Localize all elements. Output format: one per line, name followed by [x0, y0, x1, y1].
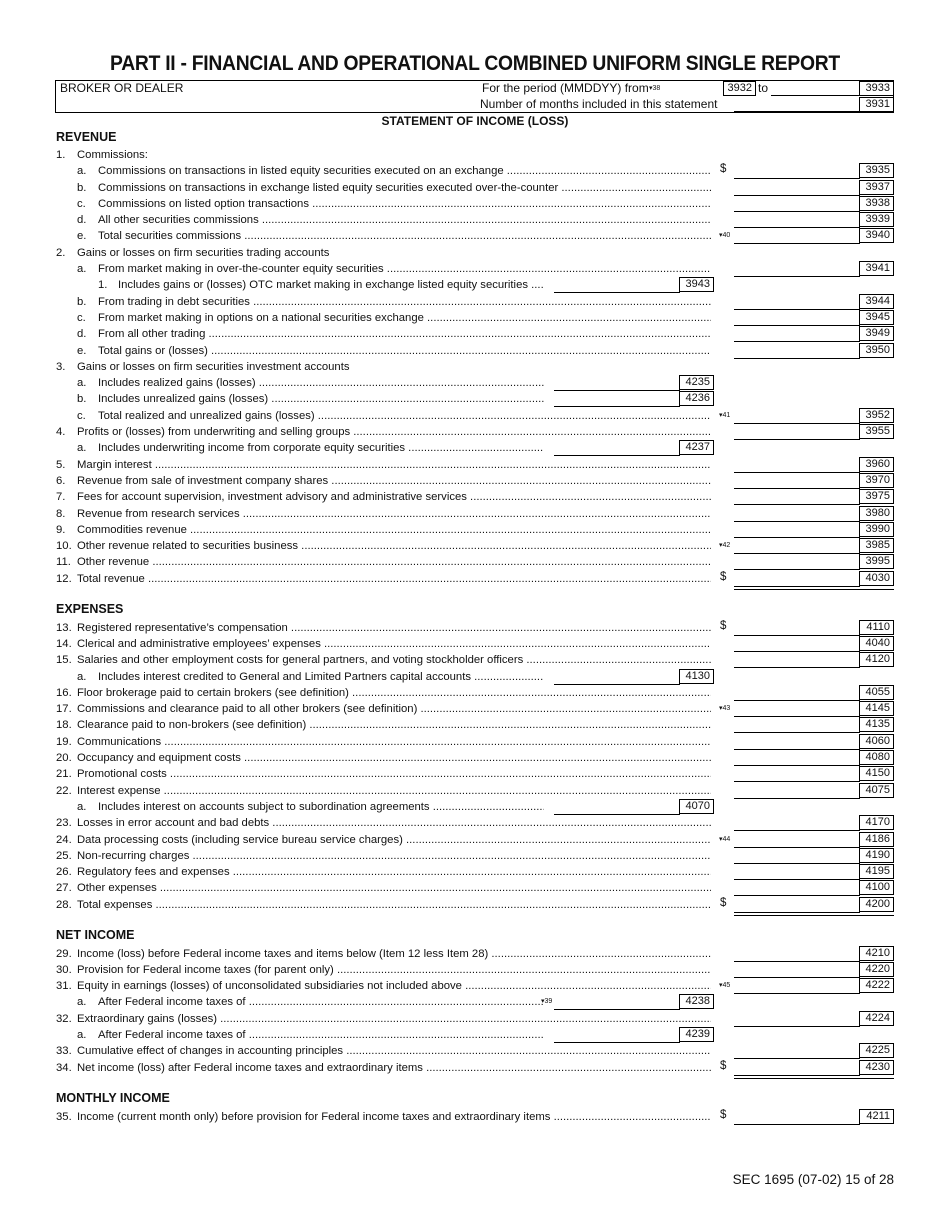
amount-line: [734, 667, 860, 668]
amount-line: [734, 993, 860, 994]
sub-label: b.: [77, 393, 87, 405]
inner-amount-line: [554, 406, 680, 407]
line-r11: [56, 554, 716, 570]
line-r21: [56, 766, 716, 782]
line-r1a: [56, 163, 716, 179]
line-text: Other revenue related to securities business .....: [77, 538, 711, 554]
amount-field-4110[interactable]: 4110: [859, 620, 894, 635]
amount-line: [734, 227, 860, 228]
line-text: Gains or losses on firm securities trading accounts: [77, 247, 330, 259]
line-text: Revenue from research services .....: [77, 506, 711, 522]
line-text: Promotional costs .....: [77, 766, 711, 782]
line-number: 13.: [56, 622, 72, 634]
line-r1c: [56, 196, 716, 212]
line-r12: [56, 571, 716, 587]
line-r4a: [56, 440, 716, 456]
marker-m43: ▾43: [719, 705, 731, 712]
amount-line: [734, 341, 860, 342]
line-text: Profits or (losses) from underwriting and selling groups .....: [77, 424, 711, 440]
amount-field-3940[interactable]: 3940: [859, 228, 894, 243]
amount-line: [734, 325, 860, 326]
amount-line: [734, 1058, 860, 1059]
line-text: Losses in error account and bad debts .....: [77, 815, 711, 831]
amount-field-3970[interactable]: 3970: [859, 473, 894, 488]
line-number: 23.: [56, 817, 72, 829]
amount-field-4222[interactable]: 4222: [859, 978, 894, 993]
marker-m40: ▾40: [719, 232, 731, 239]
amount-field-3945[interactable]: 3945: [859, 310, 894, 325]
line-r2c: [56, 310, 716, 326]
amount-field-3937[interactable]: 3937: [859, 180, 894, 195]
amount-line: [734, 243, 860, 244]
line-text: From all other trading .....: [98, 326, 711, 342]
months-field[interactable]: 3931: [859, 97, 894, 112]
line-text: From trading in debt securities .....: [98, 294, 711, 310]
section-revenue: REVENUE: [56, 130, 117, 144]
amount-line: [734, 1075, 860, 1076]
amount-field-3960[interactable]: 3960: [859, 457, 894, 472]
line-r3c: [56, 408, 716, 424]
line-number: 28.: [56, 899, 72, 911]
line-number: 1.: [56, 149, 66, 161]
dollar-sign: $: [720, 571, 727, 583]
amount-line: [734, 423, 860, 424]
inner-amount-line: [554, 1009, 680, 1010]
line-r26: [56, 864, 716, 880]
inner-amount-field-4130[interactable]: 4130: [679, 669, 714, 684]
line-r14: [56, 636, 716, 652]
inner-amount-field-3943[interactable]: 3943: [679, 277, 714, 292]
line-number: 32.: [56, 1013, 72, 1025]
line-r28: [56, 897, 716, 913]
line-number: 35.: [56, 1111, 72, 1123]
amount-line: [734, 488, 860, 489]
line-text: Interest expense .....: [77, 783, 711, 799]
sub-label: b.: [77, 182, 87, 194]
line-text: Total realized and unrealized gains (losses) .....: [98, 408, 711, 424]
amount-field-4210[interactable]: 4210: [859, 946, 894, 961]
line-number: 5.: [56, 459, 66, 471]
sub-label: d.: [77, 328, 87, 340]
line-text: Total gains or (losses) .....: [98, 343, 711, 359]
marker-m39: ▾39: [541, 998, 553, 1005]
inner-amount-line: [554, 455, 680, 456]
amount-field-4211[interactable]: 4211: [859, 1109, 894, 1124]
line-number: 20.: [56, 752, 72, 764]
line-r3a: [56, 375, 716, 391]
line-text: Total expenses .....: [77, 897, 711, 913]
amount-line: [734, 781, 860, 782]
amount-field-4170[interactable]: 4170: [859, 815, 894, 830]
line-r2a1: [56, 277, 716, 293]
line-text: Margin interest .....: [77, 457, 711, 473]
sub-label: d.: [77, 214, 87, 226]
line-r1b: [56, 180, 716, 196]
section-monthly-income: MONTHLY INCOME: [56, 1091, 170, 1105]
sub-label: e.: [77, 345, 87, 357]
line-r20: [56, 750, 716, 766]
line-number: 25.: [56, 850, 72, 862]
amount-field-3995[interactable]: 3995: [859, 554, 894, 569]
line-number: 14.: [56, 638, 72, 650]
amount-field-4224[interactable]: 4224: [859, 1011, 894, 1026]
line-number: 3.: [56, 361, 66, 373]
period-label: For the period (MMDDYY) from: [482, 81, 649, 95]
amount-field-4200[interactable]: 4200: [859, 897, 894, 912]
amount-line: [734, 879, 860, 880]
line-text: Regulatory fees and expenses .....: [77, 864, 711, 880]
amount-field-4060[interactable]: 4060: [859, 734, 894, 749]
amount-line: [734, 847, 860, 848]
sub-label: a.: [77, 263, 87, 275]
line-r3: [56, 359, 716, 375]
amount-line: [734, 977, 860, 978]
line-r2d: [56, 326, 716, 342]
line-text: Commodities revenue .....: [77, 522, 711, 538]
marker-m42: ▾42: [719, 542, 731, 549]
line-number: 11.: [56, 556, 71, 568]
line-text: After Federal income taxes of .....: [98, 1027, 544, 1043]
line-number: 34.: [56, 1062, 72, 1074]
line-text: Communications .....: [77, 734, 711, 750]
line-text: Other expenses .....: [77, 880, 711, 896]
line-r2b: [56, 294, 716, 310]
page-title: PART II - FINANCIAL AND OPERATIONAL COMBINED UNIFORM SINGLE REPORT: [110, 52, 840, 75]
amount-line: [734, 521, 860, 522]
line-number: 19.: [56, 736, 72, 748]
line-text: Salaries and other employment costs for general partners, and voting stockholder officers .....: [77, 652, 711, 668]
line-text: Commissions and clearance paid to all other brokers (see definition) .....: [77, 701, 711, 717]
line-r19: [56, 734, 716, 750]
line-text: Includes unrealized gains (losses) .....: [98, 391, 544, 407]
inner-amount-field-4237[interactable]: 4237: [679, 440, 714, 455]
amount-field-3980[interactable]: 3980: [859, 506, 894, 521]
amount-line: [734, 895, 860, 896]
amount-field-4150[interactable]: 4150: [859, 766, 894, 781]
amount-field-3949[interactable]: 3949: [859, 326, 894, 341]
sub-label: a.: [77, 671, 87, 683]
line-r8: [56, 506, 716, 522]
amount-line: [734, 716, 860, 717]
amount-field-3985[interactable]: 3985: [859, 538, 894, 553]
sub-label: c.: [77, 312, 86, 324]
amount-field-4135[interactable]: 4135: [859, 717, 894, 732]
amount-field-4055[interactable]: 4055: [859, 685, 894, 700]
amount-field-4040[interactable]: 4040: [859, 636, 894, 651]
line-r15a: [56, 669, 716, 685]
line-r22a: [56, 799, 716, 815]
amount-line: [734, 749, 860, 750]
line-number: 27.: [56, 882, 72, 894]
amount-field-3950[interactable]: 3950: [859, 343, 894, 358]
amount-field-3975[interactable]: 3975: [859, 489, 894, 504]
line-text: Includes interest on accounts subject to subordination agreements .....: [98, 799, 544, 815]
line-r25: [56, 848, 716, 864]
period-to-label: to: [758, 81, 769, 95]
line-text: Provision for Federal income taxes (for parent only) .....: [77, 962, 711, 978]
sub-label: c.: [77, 198, 86, 210]
amount-line: [734, 765, 860, 766]
line-text: From market making in over-the-counter equity securities .....: [98, 261, 711, 277]
amount-line: [734, 700, 860, 701]
line-text: Total securities commissions .....: [98, 228, 711, 244]
line-r29: [56, 946, 716, 962]
line-text: All other securities commissions .....: [98, 212, 711, 228]
line-text: Includes realized gains (losses) .....: [98, 375, 544, 391]
amount-line: [734, 912, 860, 913]
line-text: Occupancy and equipment costs .....: [77, 750, 711, 766]
months-label: Number of months included in this statement: [480, 97, 718, 111]
amount-line: [734, 195, 860, 196]
inner-amount-field-4235[interactable]: 4235: [679, 375, 714, 390]
line-text: Extraordinary gains (losses) .....: [77, 1011, 711, 1027]
amount-line: [734, 439, 860, 440]
line-r1: [56, 147, 716, 163]
line-text: Net income (loss) after Federal income taxes and extraordinary items .....: [77, 1060, 711, 1076]
amount-line: [734, 472, 860, 473]
line-text: Non-recurring charges .....: [77, 848, 711, 864]
line-number: 29.: [56, 948, 72, 960]
line-r2a: [56, 261, 716, 277]
line-text: Equity in earnings (losses) of unconsolidated subsidiaries not included above .....: [77, 978, 711, 994]
amount-field-4145[interactable]: 4145: [859, 701, 894, 716]
line-text: Floor brokerage paid to certain brokers (see definition) .....: [77, 685, 711, 701]
amount-line: [734, 732, 860, 733]
amount-field-4100[interactable]: 4100: [859, 880, 894, 895]
line-r35: [56, 1109, 716, 1125]
line-r32a: [56, 1027, 716, 1043]
line-text: Total revenue .....: [77, 571, 711, 587]
amount-field-4225[interactable]: 4225: [859, 1043, 894, 1058]
months-line: [734, 111, 859, 112]
line-text: Commissions on transactions in listed equity securities executed on an exchange .....: [98, 163, 711, 179]
line-text: From market making in options on a national securities exchange .....: [98, 310, 711, 326]
line-text: Income (current month only) before provision for Federal income taxes and extraordinary items .....: [77, 1109, 711, 1125]
line-number: 21.: [56, 768, 72, 780]
amount-field-4075[interactable]: 4075: [859, 783, 894, 798]
amount-line: [734, 553, 860, 554]
line-text: Data processing costs (including service bureau service charges) .....: [77, 832, 711, 848]
line-r2: [56, 245, 716, 261]
section-net-income: NET INCOME: [56, 928, 135, 942]
inner-amount-field-4236[interactable]: 4236: [679, 391, 714, 406]
line-number: 22.: [56, 785, 72, 797]
amount-line: [734, 358, 860, 359]
line-r16: [56, 685, 716, 701]
line-text: Commissions on transactions in exchange listed equity securities executed over-the-counter .....: [98, 180, 711, 196]
line-r31: [56, 978, 716, 994]
line-text: Fees for account supervision, investment advisory and administrative services .....: [77, 489, 711, 505]
sub-label: a.: [77, 1029, 87, 1041]
dollar-sign: $: [720, 1060, 727, 1072]
amount-line: [734, 651, 860, 652]
line-text: Includes underwriting income from corporate equity securities .....: [98, 440, 544, 456]
line-text: Other revenue .....: [77, 554, 711, 570]
line-number: 9.: [56, 524, 66, 536]
sub-label: 1.: [98, 279, 108, 291]
line-text: Revenue from sale of investment company shares .....: [77, 473, 711, 489]
amount-field-4195[interactable]: 4195: [859, 864, 894, 879]
broker-label: BROKER OR DEALER: [60, 81, 184, 95]
amount-field-3935[interactable]: 3935: [859, 163, 894, 178]
amount-line: [734, 569, 860, 570]
line-r27: [56, 880, 716, 896]
amount-field-4120[interactable]: 4120: [859, 652, 894, 667]
line-number: 2.: [56, 247, 66, 259]
line-r32: [56, 1011, 716, 1027]
amount-field-4186[interactable]: 4186: [859, 832, 894, 847]
marker-m41: ▾41: [719, 412, 731, 419]
line-text: Income (loss) before Federal income taxes and items below (Item 12 less Item 28) .....: [77, 946, 711, 962]
line-number: 33.: [56, 1045, 72, 1057]
dollar-sign: $: [720, 620, 727, 632]
sub-label: a.: [77, 996, 87, 1008]
amount-line: [734, 1026, 860, 1027]
line-r30: [56, 962, 716, 978]
line-text: Commissions:: [77, 149, 148, 161]
line-r9: [56, 522, 716, 538]
amount-line: [734, 178, 860, 179]
line-r23: [56, 815, 716, 831]
line-r13: [56, 620, 716, 636]
period-to-field[interactable]: 3933: [859, 81, 894, 96]
line-r22: [56, 783, 716, 799]
sub-label: a.: [77, 801, 87, 813]
line-number: 12.: [56, 573, 72, 585]
sub-label: e.: [77, 230, 87, 242]
amount-field-3990[interactable]: 3990: [859, 522, 894, 537]
dollar-sign: $: [720, 1109, 727, 1121]
line-number: 31.: [56, 980, 72, 992]
line-r3b: [56, 391, 716, 407]
line-text: Clearance paid to non-brokers (see definition) .....: [77, 717, 711, 733]
marker-m45: ▾45: [719, 982, 731, 989]
statement-title: STATEMENT OF INCOME (LOSS): [381, 114, 569, 128]
period-from-field[interactable]: 3932: [723, 81, 756, 96]
amount-field-3955[interactable]: 3955: [859, 424, 894, 439]
line-number: 24.: [56, 834, 72, 846]
amount-field-4230[interactable]: 4230: [859, 1060, 894, 1075]
total-double-line: [734, 589, 894, 590]
line-text: Includes gains or (losses) OTC market making in exchange listed equity securities .....: [118, 277, 544, 293]
amount-line: [734, 830, 860, 831]
line-text: Cumulative effect of changes in accounting principles .....: [77, 1043, 711, 1059]
line-r4: [56, 424, 716, 440]
line-number: 15.: [56, 654, 72, 666]
amount-line: [734, 863, 860, 864]
amount-field-4190[interactable]: 4190: [859, 848, 894, 863]
amount-field-3938[interactable]: 3938: [859, 196, 894, 211]
amount-line: [734, 798, 860, 799]
amount-line: [734, 276, 860, 277]
line-r7: [56, 489, 716, 505]
line-r34: [56, 1060, 716, 1076]
line-number: 7.: [56, 491, 66, 503]
line-r1d: [56, 212, 716, 228]
line-number: 26.: [56, 866, 72, 878]
amount-line: [734, 537, 860, 538]
dollar-sign: $: [720, 897, 727, 909]
amount-field-3941[interactable]: 3941: [859, 261, 894, 276]
line-r6: [56, 473, 716, 489]
line-text: Gains or losses on firm securities investment accounts: [77, 361, 350, 373]
amount-field-3939[interactable]: 3939: [859, 212, 894, 227]
amount-line: [734, 504, 860, 505]
line-r5: [56, 457, 716, 473]
line-number: 10.: [56, 540, 72, 552]
inner-amount-field-4070[interactable]: 4070: [679, 799, 714, 814]
form-footer: SEC 1695 (07-02) 15 of 28: [732, 1172, 894, 1187]
line-number: 16.: [56, 687, 72, 699]
period-to-line: [771, 95, 859, 96]
total-double-line: [734, 915, 894, 916]
line-r17: [56, 701, 716, 717]
amount-field-4030[interactable]: 4030: [859, 571, 894, 586]
marker-38: ▾38: [649, 85, 661, 92]
inner-amount-field-4239[interactable]: 4239: [679, 1027, 714, 1042]
sub-label: a.: [77, 165, 87, 177]
line-number: 30.: [56, 964, 72, 976]
amount-line: [734, 586, 860, 587]
line-text: After Federal income taxes of .....: [98, 994, 544, 1010]
line-r1e: [56, 228, 716, 244]
sub-label: a.: [77, 377, 87, 389]
line-number: 4.: [56, 426, 66, 438]
line-text: Clerical and administrative employees’ expenses .....: [77, 636, 711, 652]
amount-line: [734, 211, 860, 212]
line-r31a: [56, 994, 716, 1010]
line-number: 18.: [56, 719, 72, 731]
marker-m44: ▾44: [719, 836, 731, 843]
amount-field-4080[interactable]: 4080: [859, 750, 894, 765]
amount-line: [734, 635, 860, 636]
section-expenses: EXPENSES: [56, 602, 124, 616]
amount-field-4220[interactable]: 4220: [859, 962, 894, 977]
dollar-sign: $: [720, 163, 727, 175]
line-r2e: [56, 343, 716, 359]
amount-field-3944[interactable]: 3944: [859, 294, 894, 309]
amount-line: [734, 309, 860, 310]
line-r24: [56, 832, 716, 848]
inner-amount-field-4238[interactable]: 4238: [679, 994, 714, 1009]
sub-label: c.: [77, 410, 86, 422]
line-r33: [56, 1043, 716, 1059]
line-r18: [56, 717, 716, 733]
amount-field-3952[interactable]: 3952: [859, 408, 894, 423]
line-r15: [56, 652, 716, 668]
inner-amount-line: [554, 292, 680, 293]
line-number: 17.: [56, 703, 72, 715]
line-number: 6.: [56, 475, 66, 487]
amount-line: [734, 1124, 860, 1125]
sub-label: a.: [77, 442, 87, 454]
line-text: Registered representative’s compensation .....: [77, 620, 711, 636]
total-double-line: [734, 1078, 894, 1079]
line-text: Includes interest credited to General and Limited Partners capital accounts .....: [98, 669, 544, 685]
sub-label: b.: [77, 296, 87, 308]
line-r10: [56, 538, 716, 554]
amount-line: [734, 961, 860, 962]
line-text: Commissions on listed option transactions .....: [98, 196, 711, 212]
line-number: 8.: [56, 508, 66, 520]
